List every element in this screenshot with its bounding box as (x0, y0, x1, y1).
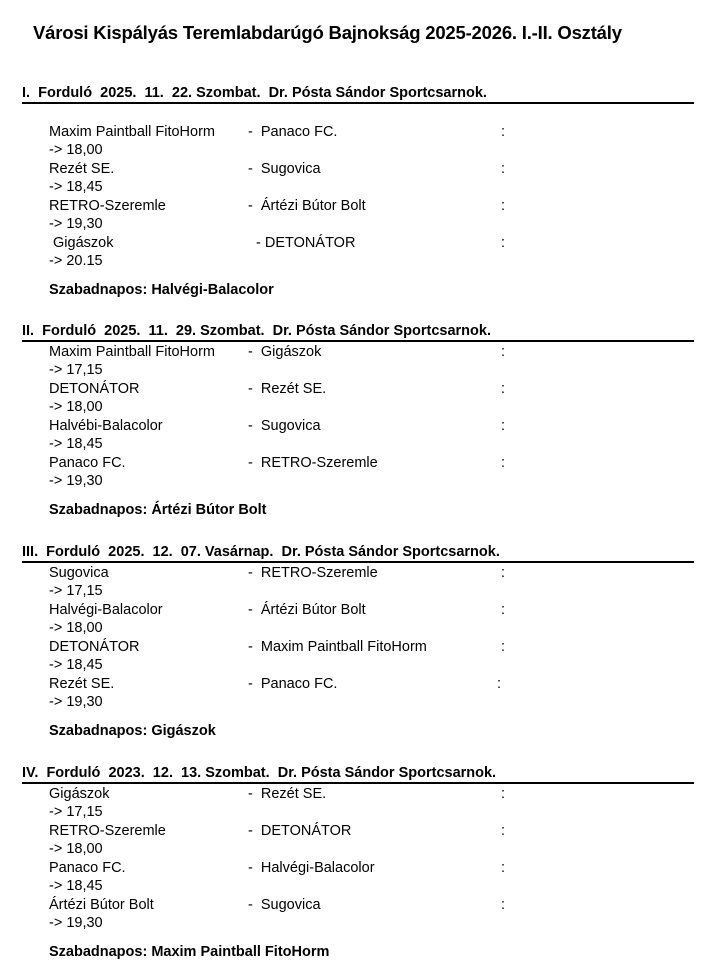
document-title: Városi Kispályás Teremlabdarúgó Bajnokság 2025-2026. I.-II. Osztály (33, 22, 622, 43)
score: : (501, 786, 506, 802)
match-row (22, 637, 694, 674)
round-1 (22, 85, 694, 298)
match-row (22, 196, 694, 233)
home-team: Ártézi Bútor Bolt (49, 897, 154, 913)
kickoff-time: -> 17,15 (49, 362, 103, 378)
round-2 (22, 323, 694, 518)
away-team: - DETONÁTOR (248, 823, 352, 839)
round-3 (22, 544, 694, 739)
kickoff-time: -> 17,15 (49, 804, 103, 820)
score: : (501, 639, 506, 655)
match-row (22, 895, 694, 932)
score: : (497, 676, 502, 692)
home-team: Gigászok (49, 786, 110, 802)
home-team: Sugovica (49, 565, 109, 581)
match-row (22, 379, 694, 416)
round-header: I. Forduló 2025. 11. 22. Szombat. Dr. Pósta Sándor Sportcsarnok. (22, 85, 694, 104)
kickoff-time: -> 18,00 (49, 620, 103, 636)
away-team: - Maxim Paintball FitoHorm (248, 639, 427, 655)
home-team: Rezét SE. (49, 161, 115, 177)
kickoff-time: -> 18,00 (49, 399, 103, 415)
away-team: - DETONÁTOR (248, 235, 356, 251)
away-team: - Ártézi Bútor Bolt (248, 198, 366, 214)
home-team: Halvégi-Balacolor (49, 602, 163, 618)
home-team: Panaco FC. (49, 860, 126, 876)
kickoff-time: -> 18,45 (49, 657, 103, 673)
home-team: Maxim Paintball FitoHorm (49, 124, 215, 140)
bye-team: Szabadnapos: Gigászok (49, 723, 216, 739)
kickoff-time: -> 17,15 (49, 583, 103, 599)
away-team: - Rezét SE. (248, 381, 327, 397)
score: : (501, 602, 506, 618)
round-header: III. Forduló 2025. 12. 07. Vasárnap. Dr. Pósta Sándor Sportcsarnok. (22, 544, 694, 563)
round-header: IV. Forduló 2023. 12. 13. Szombat. Dr. Pósta Sándor Sportcsarnok. (22, 765, 694, 784)
kickoff-time: -> 18,00 (49, 841, 103, 857)
score: : (501, 860, 506, 876)
kickoff-time: -> 18,45 (49, 878, 103, 894)
kickoff-time: -> 18,45 (49, 179, 103, 195)
match-row (22, 674, 694, 711)
match-row (22, 600, 694, 637)
score: : (501, 455, 506, 471)
round-header: II. Forduló 2025. 11. 29. Szombat. Dr. Pósta Sándor Sportcsarnok. (22, 323, 694, 342)
match-row (22, 122, 694, 159)
home-team: Rezét SE. (49, 676, 115, 692)
score: : (501, 381, 506, 397)
away-team: - Rezét SE. (248, 786, 327, 802)
home-team: DETONÁTOR (49, 381, 140, 397)
kickoff-time: -> 19,30 (49, 694, 103, 710)
home-team: Maxim Paintball FitoHorm (49, 344, 215, 360)
match-row (22, 416, 694, 453)
bye-team: Szabadnapos: Maxim Paintball FitoHorm (49, 944, 330, 960)
match-row (22, 784, 694, 821)
score: : (501, 198, 506, 214)
away-team: - RETRO-Szeremle (248, 565, 378, 581)
match-row (22, 233, 694, 270)
away-team: - Sugovica (248, 897, 321, 913)
home-team: DETONÁTOR (49, 639, 140, 655)
away-team: - RETRO-Szeremle (248, 455, 378, 471)
score: : (501, 124, 506, 140)
kickoff-time: -> 18,00 (49, 142, 103, 158)
home-team: RETRO-Szeremle (49, 823, 166, 839)
home-team: RETRO-Szeremle (49, 198, 166, 214)
home-team: Halvébi-Balacolor (49, 418, 163, 434)
away-team: - Ártézi Bútor Bolt (248, 602, 366, 618)
score: : (501, 897, 506, 913)
kickoff-time: -> 20.15 (49, 253, 103, 269)
score: : (501, 235, 506, 251)
score: : (501, 161, 506, 177)
away-team: - Gigászok (248, 344, 322, 360)
match-row (22, 563, 694, 600)
home-team: Gigászok (49, 235, 114, 251)
score: : (501, 344, 506, 360)
away-team: - Sugovica (248, 161, 321, 177)
score: : (501, 823, 506, 839)
match-row (22, 858, 694, 895)
kickoff-time: -> 19,30 (49, 915, 103, 931)
score: : (501, 565, 506, 581)
round-4 (22, 765, 694, 960)
bye-team: Szabadnapos: Ártézi Bútor Bolt (49, 502, 267, 518)
match-row (22, 159, 694, 196)
score: : (501, 418, 506, 434)
kickoff-time: -> 19,30 (49, 473, 103, 489)
home-team: Panaco FC. (49, 455, 126, 471)
bye-team: Szabadnapos: Halvégi-Balacolor (49, 282, 274, 298)
match-row (22, 821, 694, 858)
away-team: - Halvégi-Balacolor (248, 860, 375, 876)
kickoff-time: -> 19,30 (49, 216, 103, 232)
away-team: - Sugovica (248, 418, 321, 434)
match-row (22, 342, 694, 379)
away-team: - Panaco FC. (248, 124, 338, 140)
away-team: - Panaco FC. (248, 676, 338, 692)
match-row (22, 453, 694, 490)
kickoff-time: -> 18,45 (49, 436, 103, 452)
